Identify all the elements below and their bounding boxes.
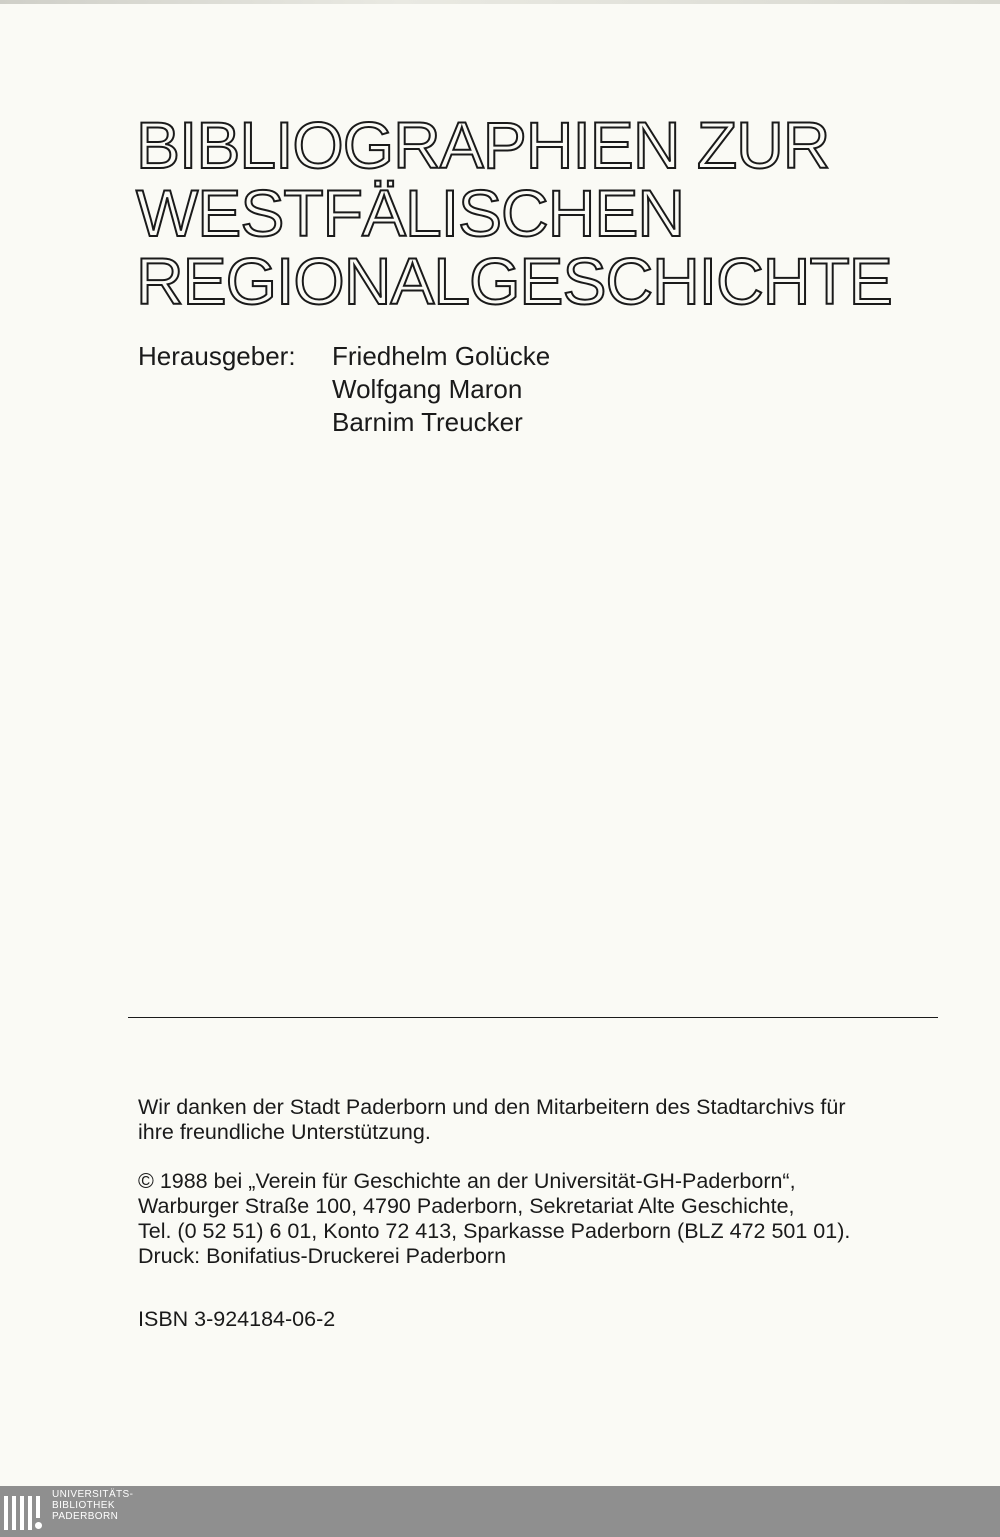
series-title: [136, 108, 896, 318]
acknowledgement-line: ihre freundliche Unterstützung.: [138, 1120, 431, 1144]
title-line-2: WESTFÄLISCHEN: [136, 176, 685, 250]
divider-rule: [128, 1017, 938, 1018]
copyright-text: [138, 1169, 958, 1269]
editors-label: Herausgeber:: [138, 341, 296, 371]
acknowledgement-line: Wir danken der Stadt Paderborn und den Mitarbeitern des Stadtarchivs für: [138, 1095, 846, 1119]
library-logo-line: UNIVERSITÄTS-: [52, 1489, 134, 1500]
copyright-line: © 1988 bei „Verein für Geschichte an der Universität-GH-Paderborn“,: [138, 1169, 796, 1193]
copyright-line: Tel. (0 52 51) 6 01, Konto 72 413, Sparkasse Paderborn (BLZ 472 501 01).: [138, 1219, 851, 1243]
printer-line: Druck: Bonifatius-Druckerei Paderborn: [138, 1244, 507, 1268]
editor-name: Wolfgang Maron: [332, 374, 523, 404]
editor-name: Friedhelm Golücke: [332, 341, 551, 371]
library-footer-band: [0, 1486, 1000, 1537]
logo-dot-icon: [35, 1522, 42, 1529]
scan-top-edge: [0, 0, 1000, 4]
imprint-block: [138, 1095, 958, 1332]
library-logo-line: BIBLIOTHEK: [52, 1500, 115, 1511]
copyright-line: Warburger Straße 100, 4790 Paderborn, Sekretariat Alte Geschichte,: [138, 1194, 795, 1218]
title-line-1: BIBLIOGRAPHIEN ZUR: [136, 108, 830, 182]
acknowledgement-text: [138, 1095, 958, 1145]
library-logo-text: [52, 1489, 133, 1522]
editors-names: [332, 340, 550, 439]
isbn: ISBN 3-924184-06-2: [138, 1307, 336, 1331]
library-logo-line: PADERBORN: [52, 1511, 119, 1522]
editor-name: Barnim Treucker: [332, 407, 523, 437]
title-line-3: REGIONALGESCHICHTE: [136, 244, 892, 318]
